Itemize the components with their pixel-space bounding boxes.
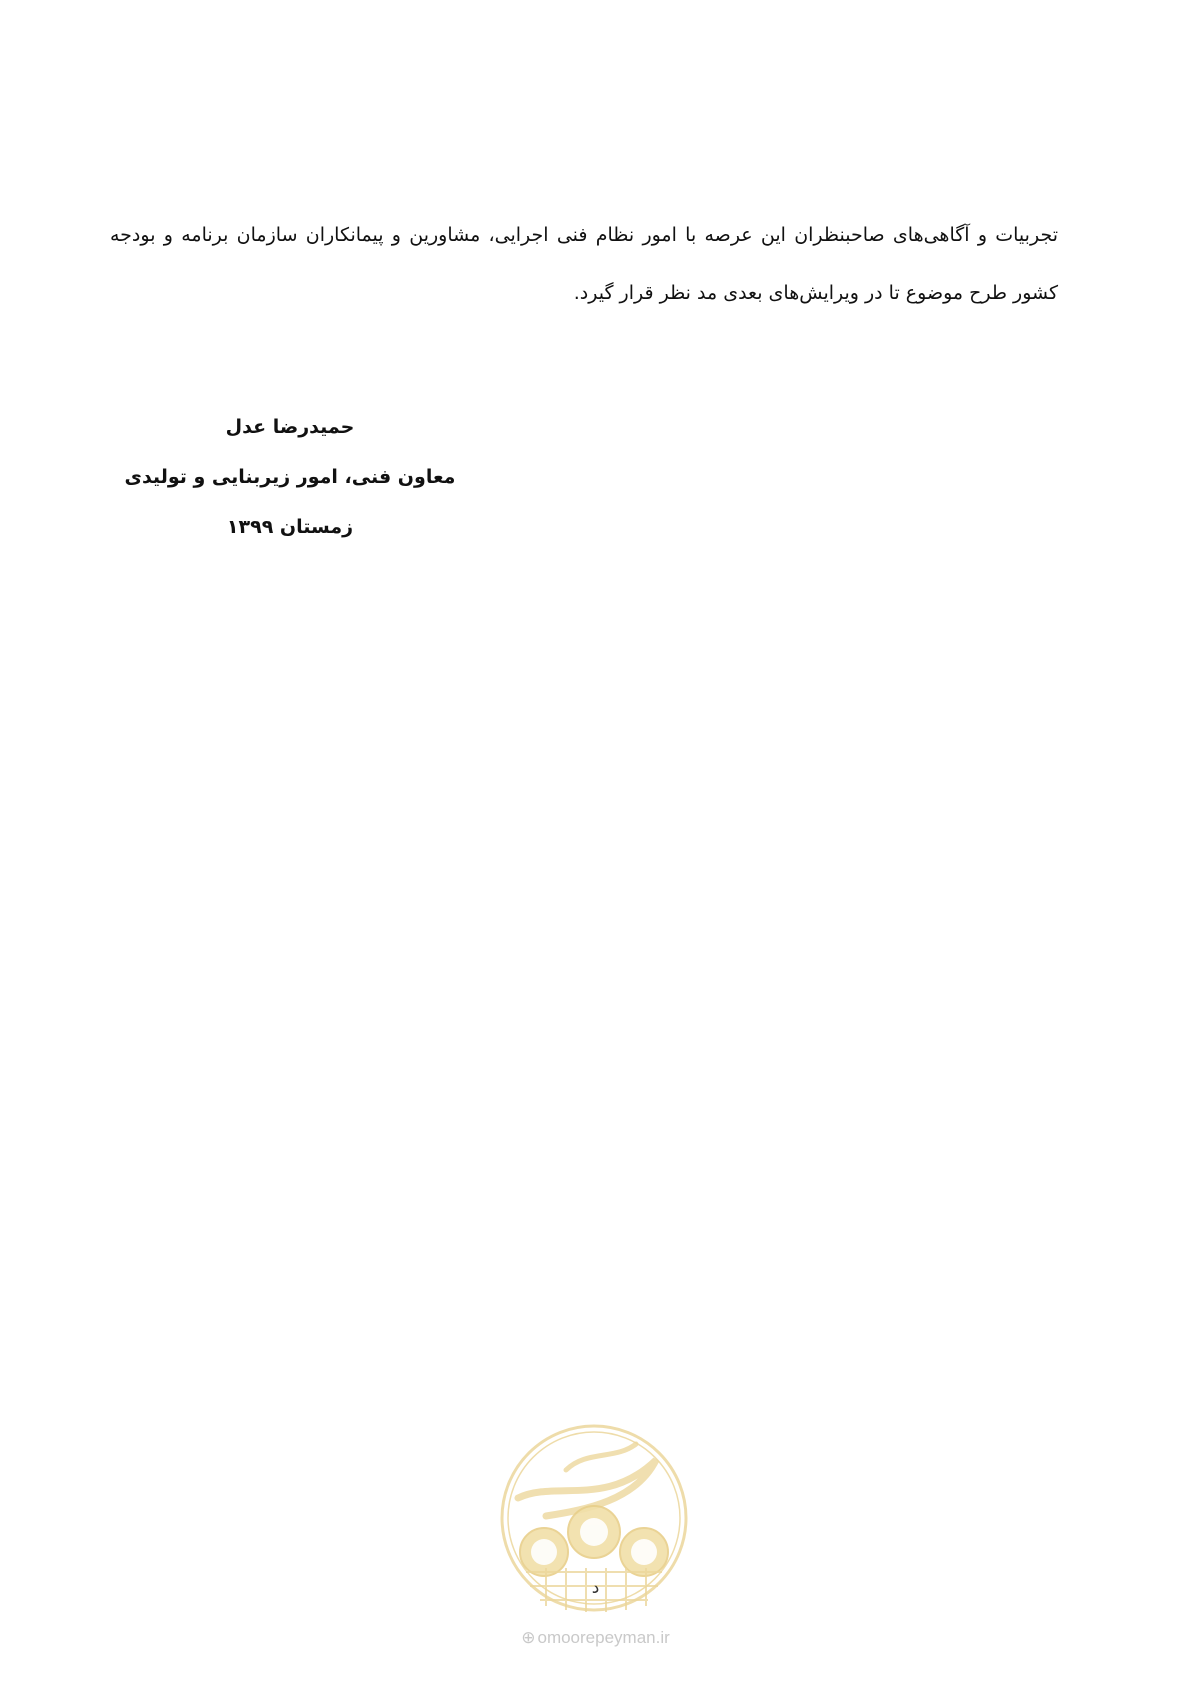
signatory-title: معاون فنی، امور زیربنایی و تولیدی <box>124 466 456 488</box>
watermark-site-text: omoorepeyman.ir <box>537 1628 670 1647</box>
body-paragraph: تجربیات و آگاهی‌های صاحبنظران این عرصه با امور نظام فنی اجرایی، مشاورین و پیمانکاران سازمان برنامه و بودجه کشور طرح موضوع تا در ویرایش‌های بعدی مد نظر قرار گیرد. <box>110 224 1058 304</box>
signature-date: زمستان ۱۳۹۹ <box>226 516 354 538</box>
signatory-name: حمیدرضا عدل <box>225 416 355 438</box>
signature-block <box>100 402 480 552</box>
page-number: د <box>591 1578 600 1598</box>
watermark-site <box>0 1628 1191 1648</box>
globe-icon: ⊕ <box>521 1628 536 1647</box>
